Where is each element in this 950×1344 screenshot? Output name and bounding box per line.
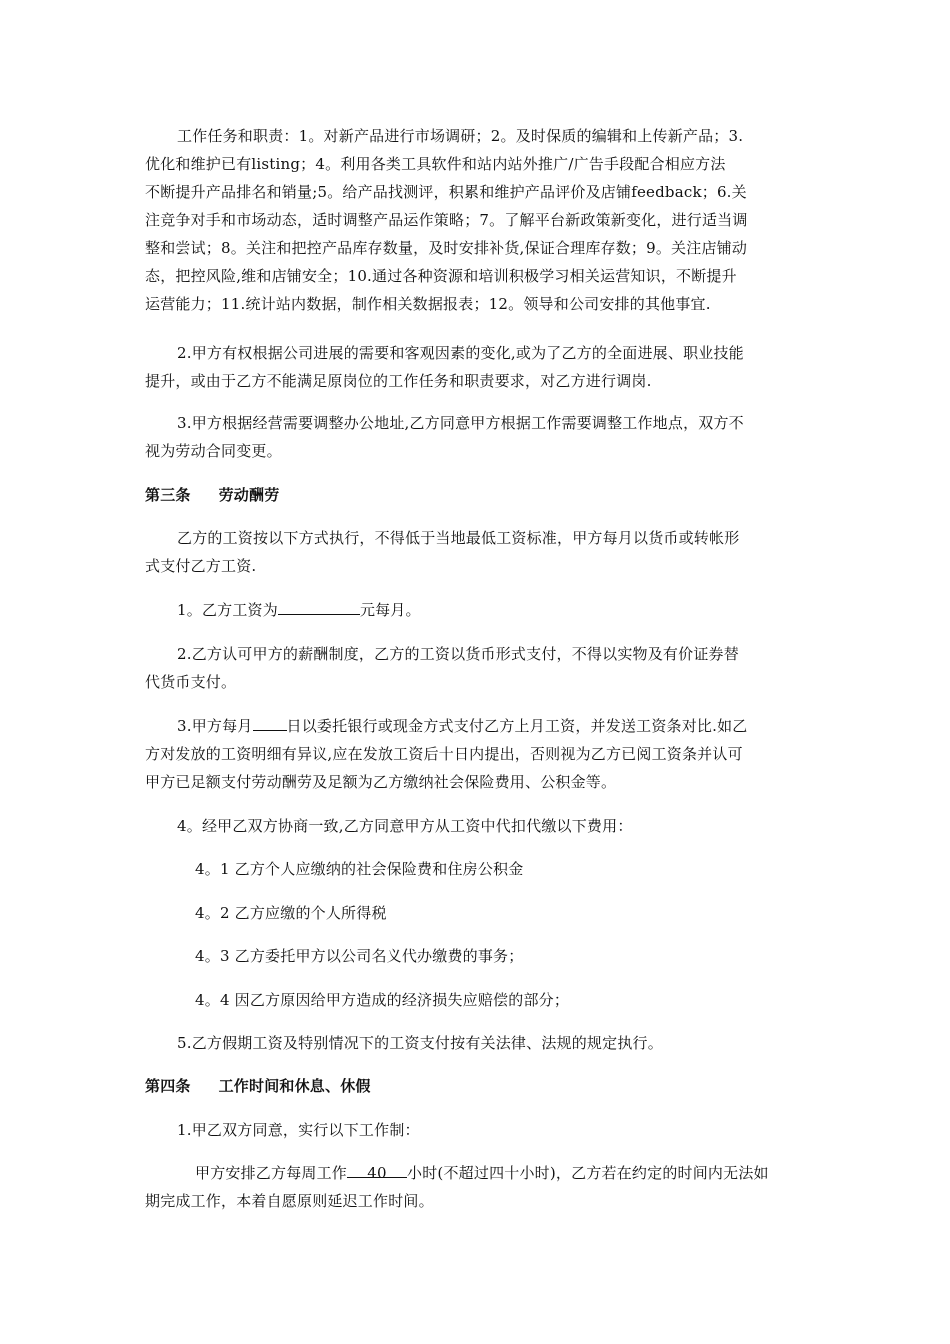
deduction-intro	[145, 812, 810, 840]
weekly-hours-field[interactable]: 40	[347, 1159, 407, 1178]
article-title: 劳动酬劳	[218, 486, 280, 504]
pay-day-text: 日以委托银行或现金方式支付乙方上月工资，并发送工资条对比.如乙	[286, 717, 748, 735]
article-number: 第四条	[145, 1077, 191, 1095]
clause-2-paragraph	[145, 339, 810, 395]
pay-method-paragraph	[145, 640, 810, 696]
text-line: 优化和维护已有listing；4。利用各类工具软件和站内站外推广/广告手段配合相应方法	[145, 155, 726, 173]
text-line: 整和尝试；8。关注和把控产品库存数量，及时安排补货,保证合理库存数；9。关注店铺动	[145, 239, 748, 257]
salary-amount-blank[interactable]	[278, 596, 360, 615]
deduction-item	[145, 986, 810, 1014]
text-line: 2.甲方有权根据公司进展的需要和客观因素的变化,或为了乙方的全面进展、职业技能	[177, 344, 744, 362]
text-line: 乙方的工资按以下方式执行，不得低于当地最低工资标准，甲方每月以货币或转帐形	[177, 529, 740, 547]
pay-day-blank[interactable]	[253, 712, 287, 731]
holiday-pay-paragraph	[145, 1029, 810, 1057]
deduction-item-text: 4。2 乙方应缴的个人所得税	[195, 904, 387, 922]
text-line: 甲方已足额支付劳动酬劳及足额为乙方缴纳社会保险费用、公积金等。	[145, 773, 617, 791]
text-line: 期完成工作，本着自愿原则延迟工作时间。	[145, 1192, 434, 1210]
salary-unit: 元每月。	[359, 601, 421, 619]
deduction-item-text: 4。3 乙方委托甲方以公司名义代办缴费的事务；	[195, 947, 524, 965]
duties-paragraph	[145, 122, 810, 318]
text-line: 4。经甲乙双方协商一致,乙方同意甲方从工资中代扣代缴以下费用：	[177, 817, 633, 835]
pay-day-paragraph	[145, 712, 810, 796]
text-line: 注竞争对手和市场动态，适时调整产品运作策略；7。了解平台新政策新变化，进行适当调	[145, 211, 748, 229]
article-number: 第三条	[145, 486, 191, 504]
article-3-heading	[145, 481, 810, 509]
text-line: 工作任务和职责：1。对新产品进行市场调研；2。及时保质的编辑和上传新产品；3.	[177, 127, 744, 145]
text-line: 3.甲方根据经营需要调整办公地址,乙方同意甲方根据工作需要调整工作地点，双方不	[177, 414, 744, 432]
article-title: 工作时间和休息、休假	[218, 1077, 371, 1095]
weekly-hours-text: 小时(不超过四十小时)，乙方若在约定的时间内无法如	[407, 1164, 769, 1182]
text-line: 视为劳动合同变更。	[145, 442, 282, 460]
text-line: 2.乙方认可甲方的薪酬制度，乙方的工资以货币形式支付，不得以实物及有价证券替	[177, 645, 739, 663]
text-line: 1.甲乙双方同意，实行以下工作制：	[177, 1121, 420, 1139]
text-line: 不断提升产品排名和销量;5。给产品找测评，积累和维护产品评价及店铺feedback；6.关	[145, 183, 747, 201]
text-line: 代货币支付。	[145, 673, 237, 691]
deduction-item	[145, 899, 810, 927]
salary-label: 1。乙方工资为	[177, 601, 278, 619]
weekly-hours-label: 甲方安排乙方每周工作	[195, 1164, 348, 1182]
deduction-item	[145, 942, 810, 970]
text-line: 方对发放的工资明细有异议,应在发放工资后十日内提出，否则视为乙方已阅工资条并认可	[145, 745, 743, 763]
text-line: 提升，或由于乙方不能满足原岗位的工作任务和职责要求，对乙方进行调岗.	[145, 372, 652, 390]
salary-line	[145, 596, 810, 624]
work-system-paragraph	[145, 1116, 810, 1144]
pay-day-label: 3.甲方每月	[177, 717, 253, 735]
wage-intro-paragraph	[145, 524, 810, 580]
deduction-item-text: 4。4 因乙方原因给甲方造成的经济损失应赔偿的部分；	[195, 991, 570, 1009]
text-line: 运营能力；11.统计站内数据，制作相关数据报表；12。领导和公司安排的其他事宜.	[145, 295, 711, 313]
clause-3-paragraph	[145, 409, 810, 465]
text-line: 态，把控风险,维和店铺安全；10.通过各种资源和培训积极学习相关运营知识，不断提升	[145, 267, 737, 285]
weekly-hours-paragraph	[145, 1159, 810, 1215]
text-line: 式支付乙方工资.	[145, 557, 257, 575]
deduction-item-text: 4。1 乙方个人应缴纳的社会保险费和住房公积金	[195, 860, 524, 878]
text-line: 5.乙方假期工资及特别情况下的工资支付按有关法律、法规的规定执行。	[177, 1034, 663, 1052]
deduction-item	[145, 855, 810, 883]
article-4-heading	[145, 1072, 810, 1100]
